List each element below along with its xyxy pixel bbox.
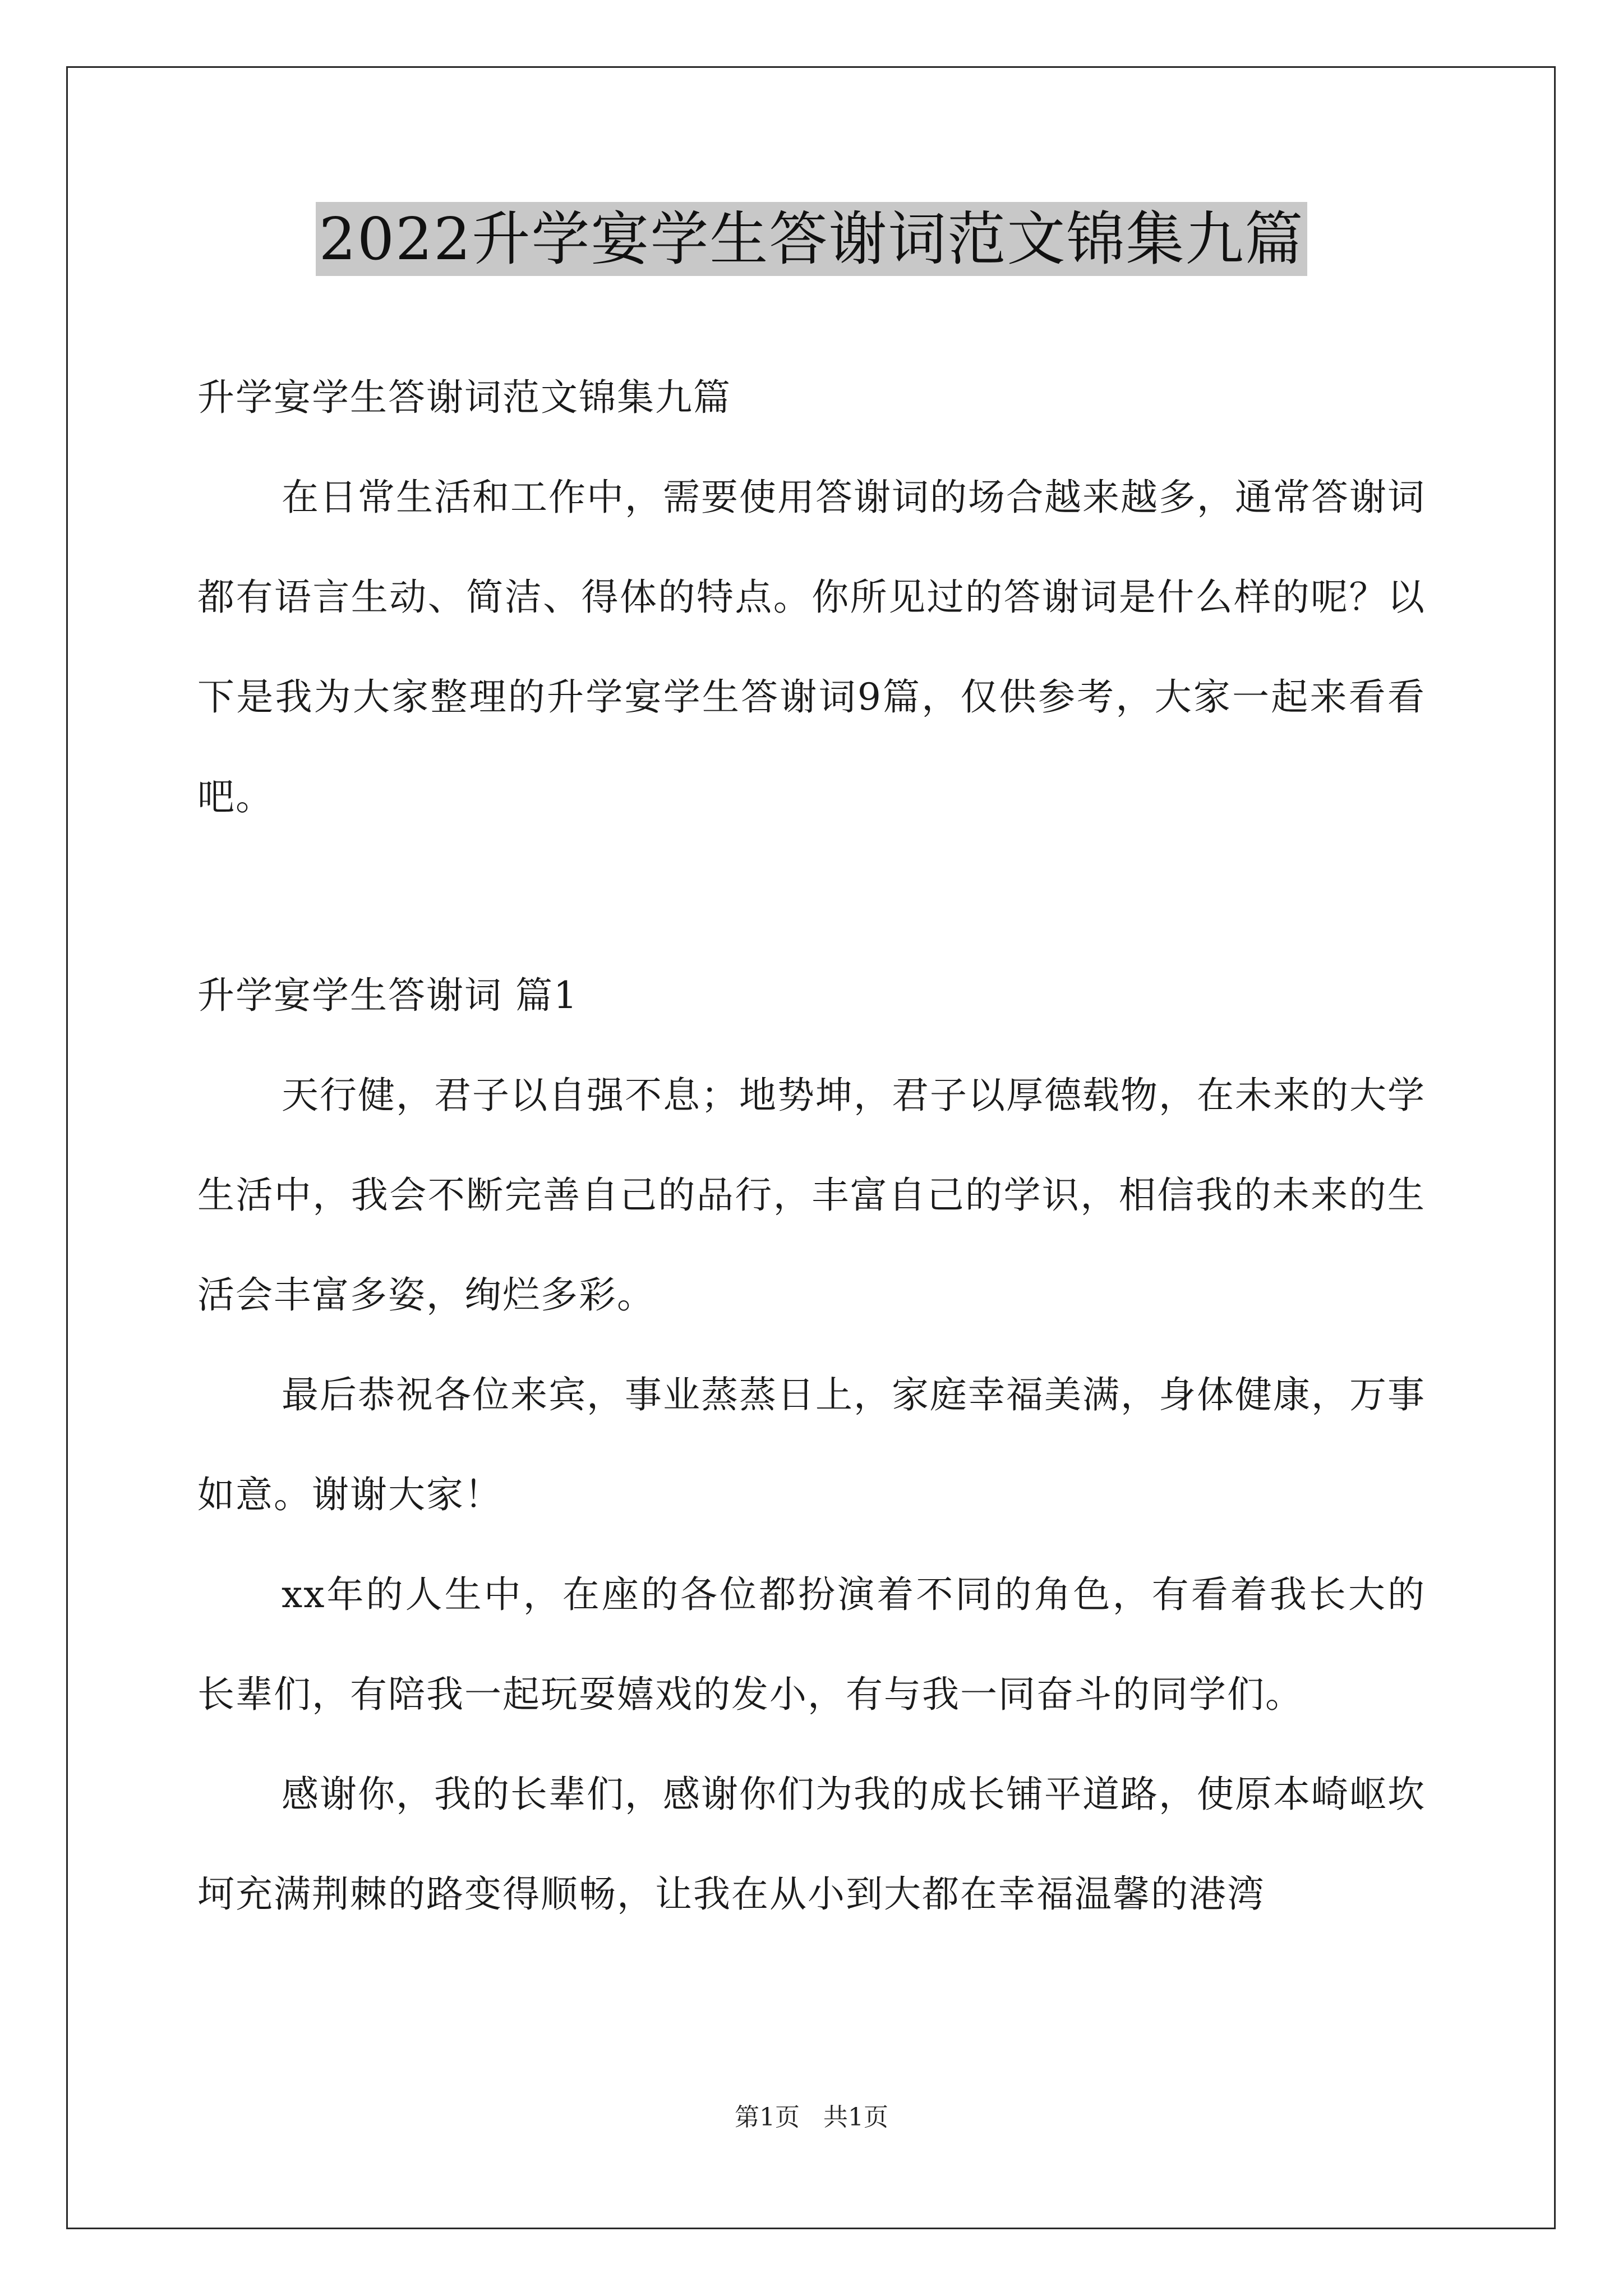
body-paragraph-2: 最后恭祝各位来宾，事业蒸蒸日上，家庭幸福美满，身体健康，万事如意。谢谢大家！	[197, 1373, 1426, 1516]
body-paragraph-4: 感谢你，我的长辈们，感谢你们为我的成长铺平道路，使原本崎岖坎坷充满荆棘的路变得顺畅，让我在从小到大都在幸福温馨的港湾	[197, 1773, 1426, 1916]
page-number-footer: 第1页 共1页	[735, 2103, 888, 2132]
section-heading: 升学宴学生答谢词 篇1	[197, 974, 578, 1017]
body-paragraph-3: xx年的人生中，在座的各位都扮演着不同的角色，有看着我长大的长辈们，有陪我一起玩耍嬉戏的发小，有与我一同奋斗的同学们。	[197, 1573, 1426, 1716]
body-paragraph-1: 天行健，君子以自强不息；地势坤，君子以厚德载物，在未来的大学生活中，我会不断完善自己的品行，丰富自己的学识，相信我的未来的生活会丰富多姿，绚烂多彩。	[197, 1074, 1426, 1317]
document-title: 2022升学宴学生答谢词范文锦集九篇	[316, 202, 1308, 276]
document-subtitle: 升学宴学生答谢词范文锦集九篇	[197, 376, 731, 419]
intro-paragraph: 在日常生活和工作中，需要使用答谢词的场合越来越多，通常答谢词都有语言生动、简洁、得体的特点。你所见过的答谢词是什么样的呢？以下是我为大家整理的升学宴学生答谢词9篇，仅供参考，大家一起来看看吧。	[197, 476, 1426, 818]
document-body	[197, 348, 1426, 1944]
title-container	[0, 202, 1623, 276]
